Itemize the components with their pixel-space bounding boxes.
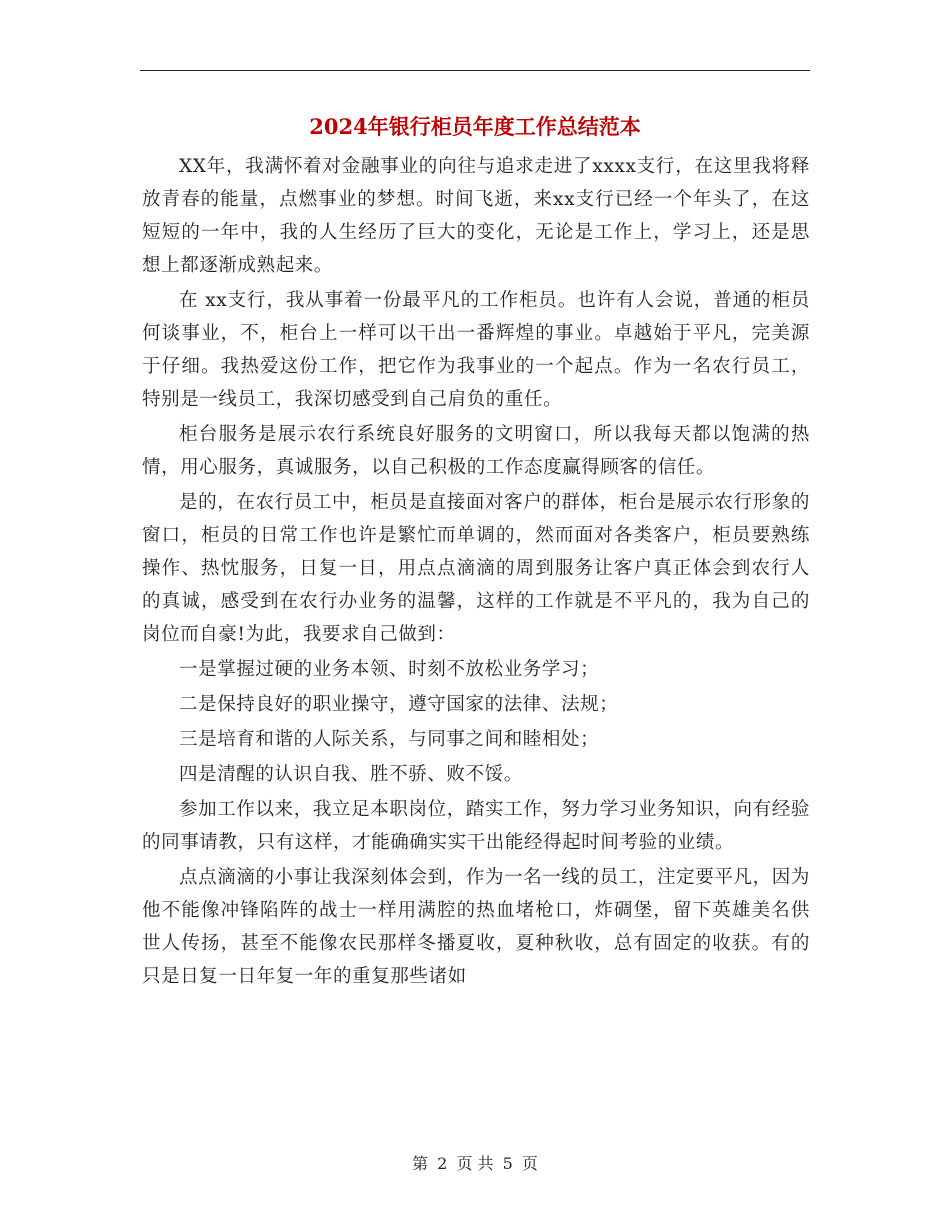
document-title: 2024年银行柜员年度工作总结范本 bbox=[309, 114, 641, 139]
paragraph-since-joining: 参加工作以来，我立足本职岗位，踏实工作，努力学习业务知识，向有经验的同事请教，只有这样，才能确确实实干出能经得起时间考验的业绩。 bbox=[142, 799, 810, 853]
list-item-4: 四是清醒的认识自我、胜不骄、败不馁。 bbox=[179, 764, 523, 785]
footer-middle: 页 共 bbox=[456, 1154, 494, 1173]
paragraph-teller-group: 是的，在农行员工中，柜员是直接面对客户的群体，柜台是展示农行形象的窗口，柜员的日常工作也许是繁忙而单调的，然而面对各类客户，柜员要熟练操作、热忱服务，日复一日，用点点滴滴的周到服务让客户真正体会到农行人的真诚，感受到在农行办业务的温馨，这样的工作就是不平凡的，我为自己的岗位而自豪!为此，我要求自己做到： bbox=[142, 492, 810, 645]
paragraph-teller-role: 在 xx支行，我从事着一份最平凡的工作柜员。也许有人会说，普通的柜员何谈事业，不，柜台上一样可以干出一番辉煌的事业。卓越始于平凡，完美源于仔细。我热爱这份工作，把它作为我事业的一个起点。作为一名农行员工，特别是一线员工，我深切感受到自己肩负的重任。 bbox=[142, 290, 810, 410]
footer-suffix: 页 bbox=[521, 1154, 538, 1173]
paragraph-small-things: 点点滴滴的小事让我深刻体会到，作为一名一线的员工，注定要平凡，因为他不能像冲锋陷阵的战士一样用满腔的热血堵枪口，炸碉堡，留下英雄美名供世人传扬，甚至不能像农民那样冬播夏收，夏种秋收，总有固定的收获。有的只是日复一日年复一年的重复那些诸如 bbox=[142, 867, 810, 987]
paragraph-intro: XX年，我满怀着对金融事业的向往与追求走进了xxxx支行，在这里我将释放青春的能量，点燃事业的梦想。时间飞逝，来xx支行已经一个年头了，在这短短的一年中，我的人生经历了巨大的变化，无论是工作上，学习上，还是思想上都逐渐成熟起来。 bbox=[142, 156, 810, 276]
footer-prefix: 第 bbox=[412, 1154, 429, 1173]
list-item-2: 二是保持良好的职业操守，遵守国家的法律、法规； bbox=[179, 694, 619, 715]
list-item-3: 三是培育和谐的人际关系，与同事之间和睦相处； bbox=[179, 729, 600, 750]
paragraph-counter-service: 柜台服务是展示农行系统良好服务的文明窗口，所以我每天都以饱满的热情，用心服务，真诚服务，以自己积极的工作态度赢得顾客的信任。 bbox=[142, 424, 810, 478]
header-rule bbox=[140, 70, 810, 71]
page-footer bbox=[0, 1152, 950, 1176]
footer-total-pages: 5 bbox=[502, 1154, 513, 1173]
list-item-1: 一是掌握过硬的业务本领、时刻不放松业务学习； bbox=[179, 659, 600, 680]
footer-page-number: 2 bbox=[437, 1154, 448, 1173]
document-body bbox=[142, 150, 810, 993]
